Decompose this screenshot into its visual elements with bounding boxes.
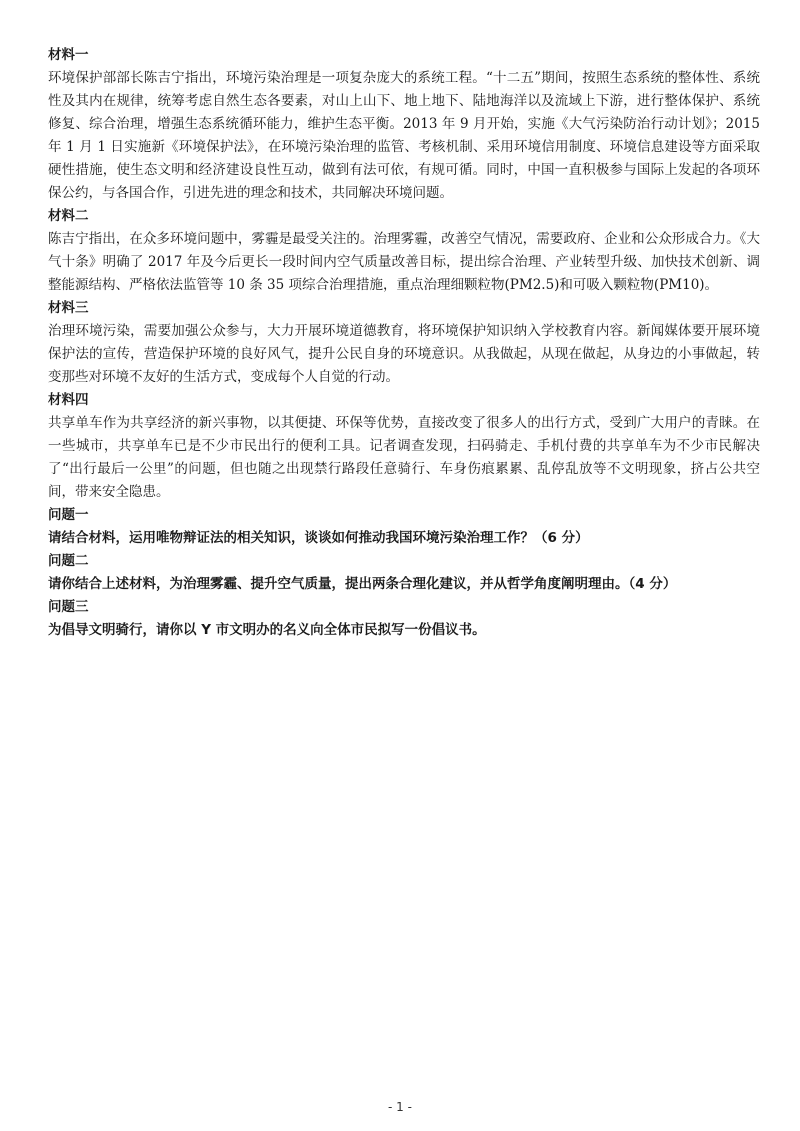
material-three-text: 治理环境污染，需要加强公众参与，大力开展环境道德教育，将环境保护知识纳入学校教育内容。新闻媒体要开展环境保护法的宣传，营造保护环境的良好风气，提升公民自身的环境意识。从我做起，从现在做起，从身边的小事做起，转变那些对环境不友好的生活方式，变成每个人自觉的行动。: [48, 323, 760, 385]
question-three: [48, 596, 760, 642]
material-one-title: 材料一: [48, 47, 89, 63]
material-four-title: 材料四: [48, 392, 89, 408]
question-one: [48, 504, 760, 550]
question-two-title: 问题二: [48, 553, 89, 569]
material-two-title: 材料二: [48, 208, 89, 224]
material-one-text: 环境保护部部长陈吉宁指出，环境污染治理是一项复杂庞大的系统工程。“十二五”期间，按照生态系统的整体性、系统性及其内在规律，统筹考虑自然生态各要素，对山上山下、地上地下、陆地海洋以及流域上下游，进行整体保护、系统修复、综合治理，增强生态系统循环能力，维护生态平衡。2013 年 9 月开始，实施《大气污染防治行动计划》；2015 年 1 月 1 日实施新《环境保护法》，在环境污染治理的监管、考核机制、采用环境信用制度、环境信息建设等方面采取硬性措施，使生态文明和经济建设良性互动，做到有法可依，有规可循。同时，中国一直积极参与国际上发起的各项环保公约，与各国合作，引进先进的理念和技术，共同解决环境问题。: [48, 70, 760, 201]
question-three-text: 为倡导文明骑行，请你以 Y 市文明办的名义向全体市民拟写一份倡议书。: [48, 622, 486, 638]
material-two-text: 陈吉宁指出，在众多环境问题中，雾霾是最受关注的。治理雾霾，改善空气情况，需要政府、企业和公众形成合力。《大气十条》明确了 2017 年及今后更长一段时间内空气质量改善目标，提出综合治理、产业转型升级、加快技术创新、调整能源结构、严格依法监管等 10 条 35 项综合治理措施，重点治理细颗粒物(PM2.5)和可吸入颗粒物(PM10)。: [48, 231, 760, 293]
material-one: [48, 44, 760, 205]
question-three-title: 问题三: [48, 599, 89, 615]
material-four-text: 共享单车作为共享经济的新兴事物，以其便捷、环保等优势，直接改变了很多人的出行方式，受到广大用户的青睐。在一些城市，共享单车已是不少市民出行的便利工具。记者调查发现，扫码骑走、手机付费的共享单车为不少市民解决了“出行最后一公里”的问题，但也随之出现禁行路段任意骑行、车身伤痕累累、乱停乱放等不文明现象，挤占公共空间，带来安全隐患。: [48, 415, 760, 500]
material-three: [48, 297, 760, 389]
question-one-title: 问题一: [48, 507, 89, 523]
question-two-text: 请你结合上述材料，为治理雾霾、提升空气质量，提出两条合理化建议，并从哲学角度阐明理由。（4 分）: [48, 576, 677, 592]
material-three-title: 材料三: [48, 300, 89, 316]
question-two: [48, 550, 760, 596]
page-number: - 1 -: [388, 1100, 412, 1114]
question-one-text: 请结合材料，运用唯物辩证法的相关知识，谈谈如何推动我国环境污染治理工作？（6 分）: [48, 530, 589, 546]
document-page: [48, 44, 760, 642]
material-four: [48, 389, 760, 504]
material-two: [48, 205, 760, 297]
